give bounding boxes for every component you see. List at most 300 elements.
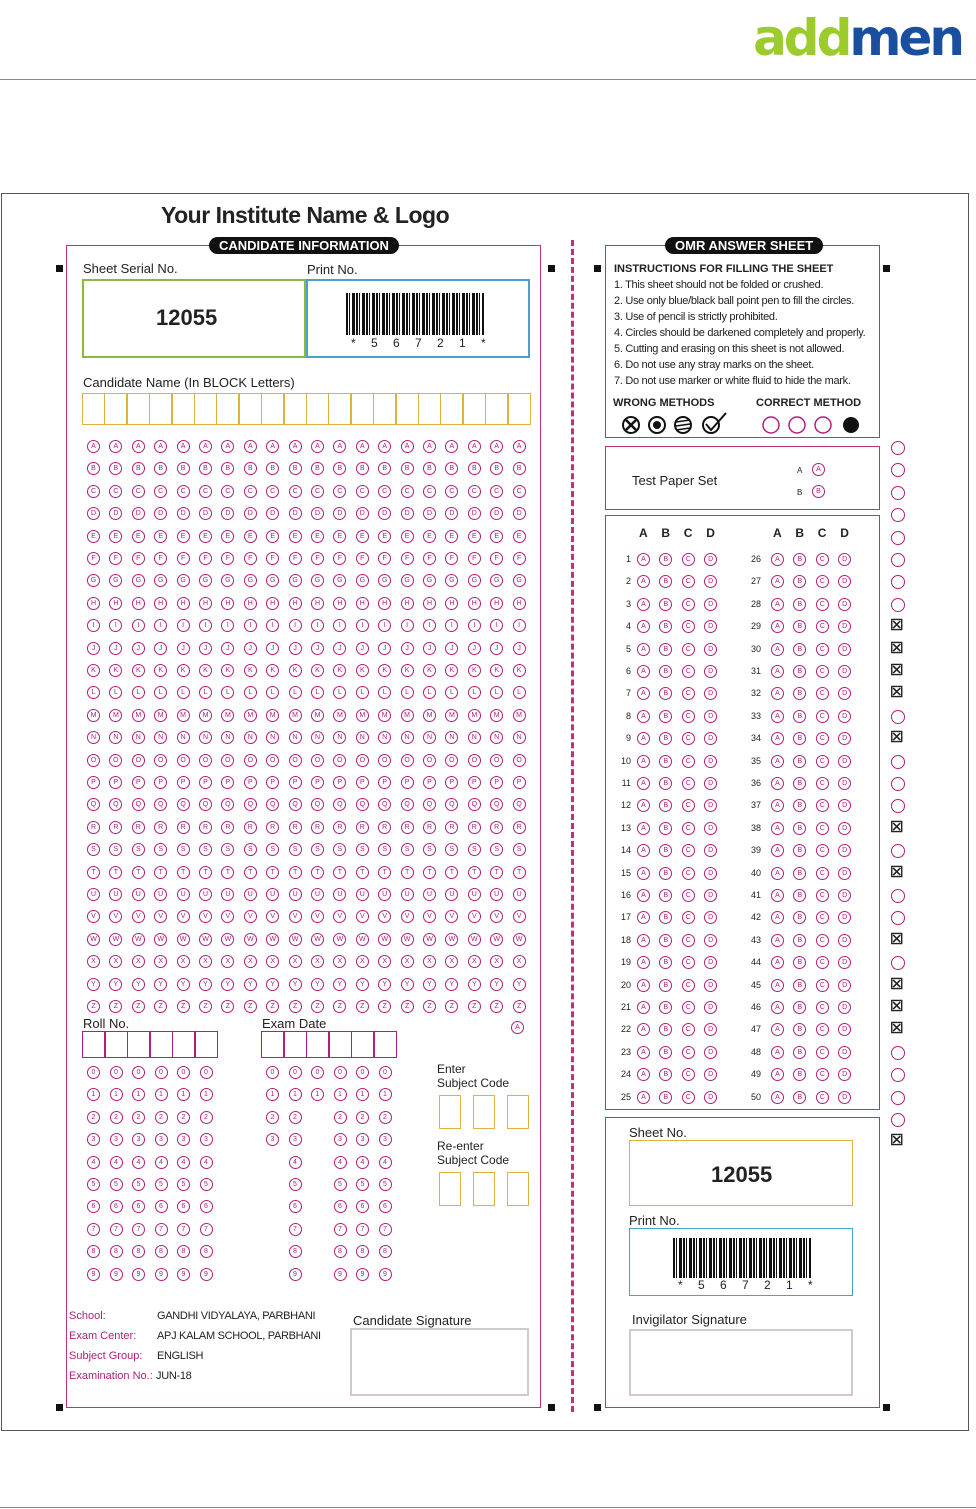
name-letter-bubble[interactable]: V: [333, 910, 346, 923]
name-letter-bubble[interactable]: W: [356, 933, 369, 946]
name-letter-bubble[interactable]: G: [401, 574, 414, 587]
name-letter-bubble[interactable]: P: [289, 776, 302, 789]
name-letter-bubble[interactable]: S: [109, 843, 122, 856]
name-letter-bubble[interactable]: S: [154, 843, 167, 856]
name-letter-bubble[interactable]: R: [333, 821, 346, 834]
name-letter-bubble[interactable]: K: [221, 664, 234, 677]
answer-bubble[interactable]: C: [816, 911, 829, 924]
name-letter-bubble[interactable]: W: [266, 933, 279, 946]
name-letter-bubble[interactable]: Y: [513, 978, 526, 991]
answer-bubble[interactable]: B: [659, 777, 672, 790]
name-letter-bubble[interactable]: Z: [356, 1000, 369, 1013]
answer-bubble[interactable]: B: [659, 911, 672, 924]
name-letter-bubble[interactable]: F: [87, 552, 100, 565]
name-letter-bubble[interactable]: S: [513, 843, 526, 856]
name-letter-bubble[interactable]: V: [154, 910, 167, 923]
answer-bubble[interactable]: C: [816, 889, 829, 902]
answer-bubble[interactable]: A: [637, 710, 650, 723]
name-letter-bubble[interactable]: K: [378, 664, 391, 677]
name-letter-bubble[interactable]: R: [109, 821, 122, 834]
name-letter-bubble[interactable]: R: [513, 821, 526, 834]
name-letter-bubble[interactable]: J: [445, 642, 458, 655]
name-letter-bubble[interactable]: H: [490, 597, 503, 610]
roll-digit-bubble[interactable]: 6: [110, 1200, 123, 1213]
name-letter-bubble[interactable]: W: [221, 933, 234, 946]
name-letter-bubble[interactable]: L: [490, 686, 503, 699]
name-letter-bubble[interactable]: F: [445, 552, 458, 565]
exam-date-bubble[interactable]: 7: [289, 1223, 302, 1236]
name-letter-bubble[interactable]: I: [513, 619, 526, 632]
name-letter-bubble[interactable]: T: [333, 866, 346, 879]
name-letter-bubble[interactable]: B: [311, 462, 324, 475]
name-letter-bubble[interactable]: W: [244, 933, 257, 946]
name-letter-bubble[interactable]: J: [333, 642, 346, 655]
answer-bubble[interactable]: B: [793, 665, 806, 678]
answer-bubble[interactable]: B: [659, 1091, 672, 1104]
name-letter-box[interactable]: [127, 393, 150, 425]
name-letter-bubble[interactable]: I: [333, 619, 346, 632]
name-letter-bubble[interactable]: B: [423, 462, 436, 475]
name-letter-bubble[interactable]: T: [289, 866, 302, 879]
answer-bubble[interactable]: A: [771, 934, 784, 947]
name-letter-bubble[interactable]: E: [401, 530, 414, 543]
name-letter-bubble[interactable]: H: [244, 597, 257, 610]
name-letter-bubble[interactable]: M: [154, 709, 167, 722]
name-letter-bubble[interactable]: M: [266, 709, 279, 722]
name-letter-box[interactable]: [508, 393, 531, 425]
name-letter-bubble[interactable]: V: [132, 910, 145, 923]
answer-bubble[interactable]: B: [659, 575, 672, 588]
name-letter-bubble[interactable]: R: [221, 821, 234, 834]
name-letter-bubble[interactable]: U: [177, 888, 190, 901]
name-letter-bubble[interactable]: Y: [423, 978, 436, 991]
answer-bubble[interactable]: B: [659, 822, 672, 835]
name-letter-bubble[interactable]: U: [445, 888, 458, 901]
answer-bubble[interactable]: B: [659, 710, 672, 723]
name-letter-bubble[interactable]: Q: [154, 798, 167, 811]
name-letter-bubble[interactable]: C: [333, 485, 346, 498]
answer-bubble[interactable]: D: [704, 620, 717, 633]
answer-bubble[interactable]: B: [793, 687, 806, 700]
exam-date-bubble[interactable]: 2: [334, 1111, 347, 1124]
name-letter-bubble[interactable]: Z: [401, 1000, 414, 1013]
answer-bubble[interactable]: D: [838, 777, 851, 790]
name-letter-bubble[interactable]: X: [109, 955, 122, 968]
answer-bubble[interactable]: C: [682, 643, 695, 656]
roll-digit-bubble[interactable]: 4: [87, 1156, 100, 1169]
name-letter-bubble[interactable]: C: [513, 485, 526, 498]
roll-digit-bubble[interactable]: 4: [110, 1156, 123, 1169]
name-letter-bubble[interactable]: K: [177, 664, 190, 677]
answer-bubble[interactable]: B: [793, 643, 806, 656]
name-letter-bubble[interactable]: H: [513, 597, 526, 610]
answer-bubble[interactable]: B: [659, 956, 672, 969]
name-letter-box[interactable]: [440, 393, 463, 425]
answer-bubble[interactable]: A: [771, 575, 784, 588]
name-letter-bubble[interactable]: B: [468, 462, 481, 475]
name-letter-bubble[interactable]: Y: [221, 978, 234, 991]
name-letter-bubble[interactable]: W: [132, 933, 145, 946]
answer-bubble[interactable]: A: [771, 777, 784, 790]
answer-bubble[interactable]: B: [793, 1091, 806, 1104]
answer-bubble[interactable]: D: [704, 799, 717, 812]
name-letter-bubble[interactable]: W: [311, 933, 324, 946]
answer-bubble[interactable]: A: [771, 822, 784, 835]
name-letter-bubble[interactable]: I: [154, 619, 167, 632]
name-letter-bubble[interactable]: K: [266, 664, 279, 677]
name-letter-bubble[interactable]: W: [445, 933, 458, 946]
name-letter-bubble[interactable]: Z: [221, 1000, 234, 1013]
name-letter-box[interactable]: [104, 393, 127, 425]
name-letter-bubble[interactable]: K: [132, 664, 145, 677]
name-letter-bubble[interactable]: L: [244, 686, 257, 699]
name-letter-bubble[interactable]: M: [87, 709, 100, 722]
exam-date-bubble[interactable]: 8: [334, 1245, 347, 1258]
answer-bubble[interactable]: B: [793, 620, 806, 633]
name-letter-bubble[interactable]: U: [423, 888, 436, 901]
roll-digit-bubble[interactable]: 8: [177, 1245, 190, 1258]
answer-bubble[interactable]: D: [838, 956, 851, 969]
name-letter-bubble[interactable]: A: [401, 440, 414, 453]
name-letter-bubble[interactable]: Q: [177, 798, 190, 811]
name-letter-bubble[interactable]: Q: [132, 798, 145, 811]
answer-bubble[interactable]: C: [682, 1023, 695, 1036]
answer-bubble[interactable]: C: [682, 598, 695, 611]
answer-bubble[interactable]: A: [637, 620, 650, 633]
exam-date-bubble[interactable]: 6: [379, 1200, 392, 1213]
name-letter-bubble[interactable]: K: [154, 664, 167, 677]
name-letter-bubble[interactable]: B: [378, 462, 391, 475]
roll-digit-bubble[interactable]: 0: [177, 1066, 190, 1079]
answer-bubble[interactable]: A: [637, 665, 650, 678]
subject-code-reenter-box[interactable]: [507, 1172, 529, 1206]
name-letter-bubble[interactable]: N: [311, 731, 324, 744]
roll-digit-box[interactable]: [127, 1031, 150, 1058]
exam-date-bubble[interactable]: 3: [289, 1133, 302, 1146]
roll-digit-bubble[interactable]: 4: [200, 1156, 213, 1169]
answer-bubble[interactable]: A: [637, 755, 650, 768]
name-letter-box[interactable]: [194, 393, 217, 425]
name-letter-bubble[interactable]: H: [132, 597, 145, 610]
name-letter-bubble[interactable]: N: [244, 731, 257, 744]
name-letter-bubble[interactable]: H: [154, 597, 167, 610]
roll-digit-bubble[interactable]: 5: [177, 1178, 190, 1191]
name-letter-bubble[interactable]: B: [266, 462, 279, 475]
exam-date-box[interactable]: [306, 1031, 329, 1058]
answer-bubble[interactable]: B: [793, 956, 806, 969]
exam-date-bubble[interactable]: 1: [334, 1088, 347, 1101]
answer-bubble[interactable]: C: [816, 643, 829, 656]
roll-digit-bubble[interactable]: 7: [87, 1223, 100, 1236]
roll-digit-bubble[interactable]: 7: [200, 1223, 213, 1236]
name-letter-bubble[interactable]: S: [468, 843, 481, 856]
name-letter-bubble[interactable]: O: [356, 754, 369, 767]
name-letter-bubble[interactable]: T: [311, 866, 324, 879]
name-letter-bubble[interactable]: Y: [244, 978, 257, 991]
name-letter-bubble[interactable]: K: [513, 664, 526, 677]
name-letter-bubble[interactable]: G: [266, 574, 279, 587]
name-letter-bubble[interactable]: G: [87, 574, 100, 587]
answer-bubble[interactable]: C: [682, 934, 695, 947]
name-letter-bubble[interactable]: O: [154, 754, 167, 767]
answer-bubble[interactable]: D: [704, 732, 717, 745]
name-letter-bubble[interactable]: V: [177, 910, 190, 923]
name-letter-bubble[interactable]: F: [244, 552, 257, 565]
answer-bubble[interactable]: A: [771, 643, 784, 656]
name-letter-bubble[interactable]: X: [289, 955, 302, 968]
name-letter-bubble[interactable]: N: [423, 731, 436, 744]
name-letter-bubble[interactable]: L: [289, 686, 302, 699]
name-letter-bubble[interactable]: G: [356, 574, 369, 587]
name-letter-bubble[interactable]: B: [401, 462, 414, 475]
name-letter-bubble[interactable]: K: [423, 664, 436, 677]
name-letter-bubble[interactable]: Y: [177, 978, 190, 991]
name-letter-bubble[interactable]: T: [154, 866, 167, 879]
answer-bubble[interactable]: B: [793, 575, 806, 588]
answer-bubble[interactable]: B: [793, 1001, 806, 1014]
name-letter-bubble[interactable]: A: [177, 440, 190, 453]
name-letter-bubble[interactable]: D: [177, 507, 190, 520]
name-letter-bubble[interactable]: U: [333, 888, 346, 901]
exam-date-bubble[interactable]: 2: [356, 1111, 369, 1124]
answer-bubble[interactable]: C: [682, 553, 695, 566]
name-letter-bubble[interactable]: N: [87, 731, 100, 744]
set-b-bubble[interactable]: B: [812, 485, 825, 498]
name-letter-bubble[interactable]: S: [490, 843, 503, 856]
answer-bubble[interactable]: B: [659, 755, 672, 768]
roll-digit-bubble[interactable]: 6: [87, 1200, 100, 1213]
roll-digit-bubble[interactable]: 7: [132, 1223, 145, 1236]
name-letter-bubble[interactable]: J: [132, 642, 145, 655]
answer-bubble[interactable]: D: [704, 1068, 717, 1081]
name-letter-bubble[interactable]: J: [401, 642, 414, 655]
name-letter-bubble[interactable]: G: [289, 574, 302, 587]
answer-bubble[interactable]: D: [838, 1001, 851, 1014]
answer-bubble[interactable]: A: [637, 575, 650, 588]
name-letter-bubble[interactable]: U: [244, 888, 257, 901]
name-letter-bubble[interactable]: P: [132, 776, 145, 789]
name-letter-bubble[interactable]: S: [266, 843, 279, 856]
name-letter-bubble[interactable]: B: [490, 462, 503, 475]
name-letter-bubble[interactable]: E: [221, 530, 234, 543]
name-letter-bubble[interactable]: V: [468, 910, 481, 923]
roll-digit-bubble[interactable]: 5: [155, 1178, 168, 1191]
name-letter-bubble[interactable]: N: [132, 731, 145, 744]
answer-bubble[interactable]: B: [659, 732, 672, 745]
name-letter-bubble[interactable]: V: [311, 910, 324, 923]
answer-bubble[interactable]: D: [704, 911, 717, 924]
name-letter-bubble[interactable]: F: [311, 552, 324, 565]
name-letter-bubble[interactable]: J: [311, 642, 324, 655]
name-letter-bubble[interactable]: T: [401, 866, 414, 879]
name-letter-bubble[interactable]: D: [378, 507, 391, 520]
exam-date-bubble[interactable]: 1: [311, 1088, 324, 1101]
name-letter-bubble[interactable]: Y: [154, 978, 167, 991]
name-letter-bubble[interactable]: S: [311, 843, 324, 856]
name-letter-bubble[interactable]: Z: [333, 1000, 346, 1013]
answer-bubble[interactable]: C: [816, 1068, 829, 1081]
name-letter-bubble[interactable]: P: [401, 776, 414, 789]
name-letter-bubble[interactable]: C: [378, 485, 391, 498]
name-letter-bubble[interactable]: B: [132, 462, 145, 475]
exam-date-bubble[interactable]: 6: [289, 1200, 302, 1213]
name-letter-bubble[interactable]: U: [513, 888, 526, 901]
answer-bubble[interactable]: B: [659, 553, 672, 566]
name-letter-bubble[interactable]: U: [468, 888, 481, 901]
name-letter-bubble[interactable]: V: [490, 910, 503, 923]
roll-digit-bubble[interactable]: 6: [155, 1200, 168, 1213]
answer-bubble[interactable]: D: [704, 643, 717, 656]
roll-digit-bubble[interactable]: 4: [155, 1156, 168, 1169]
answer-bubble[interactable]: D: [838, 979, 851, 992]
answer-bubble[interactable]: A: [637, 1068, 650, 1081]
answer-bubble[interactable]: A: [771, 1068, 784, 1081]
answer-bubble[interactable]: B: [793, 777, 806, 790]
answer-bubble[interactable]: D: [838, 911, 851, 924]
name-letter-bubble[interactable]: N: [468, 731, 481, 744]
name-letter-bubble[interactable]: N: [445, 731, 458, 744]
name-letter-bubble[interactable]: C: [154, 485, 167, 498]
name-letter-box[interactable]: [172, 393, 195, 425]
name-letter-bubble[interactable]: Z: [490, 1000, 503, 1013]
name-letter-bubble[interactable]: Q: [199, 798, 212, 811]
answer-bubble[interactable]: B: [793, 822, 806, 835]
roll-digit-bubble[interactable]: 8: [132, 1245, 145, 1258]
name-letter-bubble[interactable]: O: [378, 754, 391, 767]
roll-digit-bubble[interactable]: 5: [110, 1178, 123, 1191]
answer-bubble[interactable]: A: [771, 911, 784, 924]
name-letter-bubble[interactable]: B: [154, 462, 167, 475]
name-letter-bubble[interactable]: A: [87, 440, 100, 453]
answer-bubble[interactable]: B: [659, 598, 672, 611]
set-a-bubble[interactable]: A: [812, 463, 825, 476]
name-letter-bubble[interactable]: G: [468, 574, 481, 587]
answer-bubble[interactable]: C: [682, 710, 695, 723]
answer-bubble[interactable]: B: [793, 1023, 806, 1036]
roll-digit-bubble[interactable]: 1: [87, 1088, 100, 1101]
roll-digit-bubble[interactable]: 9: [200, 1268, 213, 1281]
name-letter-bubble[interactable]: P: [490, 776, 503, 789]
name-letter-bubble[interactable]: C: [289, 485, 302, 498]
name-letter-bubble[interactable]: D: [87, 507, 100, 520]
answer-bubble[interactable]: C: [682, 620, 695, 633]
name-letter-bubble[interactable]: K: [289, 664, 302, 677]
name-letter-bubble[interactable]: Z: [132, 1000, 145, 1013]
name-letter-bubble[interactable]: Y: [333, 978, 346, 991]
answer-bubble[interactable]: D: [838, 553, 851, 566]
name-letter-bubble[interactable]: C: [177, 485, 190, 498]
name-letter-bubble[interactable]: R: [177, 821, 190, 834]
name-letter-bubble[interactable]: Y: [199, 978, 212, 991]
answer-bubble[interactable]: D: [704, 1001, 717, 1014]
name-letter-bubble[interactable]: B: [513, 462, 526, 475]
roll-digit-bubble[interactable]: 7: [110, 1223, 123, 1236]
answer-bubble[interactable]: C: [816, 687, 829, 700]
name-letter-bubble[interactable]: F: [513, 552, 526, 565]
name-letter-bubble[interactable]: O: [244, 754, 257, 767]
roll-digit-bubble[interactable]: 9: [87, 1268, 100, 1281]
answer-bubble[interactable]: A: [771, 732, 784, 745]
name-letter-bubble[interactable]: S: [333, 843, 346, 856]
name-letter-bubble[interactable]: G: [244, 574, 257, 587]
name-letter-bubble[interactable]: S: [289, 843, 302, 856]
name-letter-bubble[interactable]: U: [401, 888, 414, 901]
name-letter-bubble[interactable]: C: [132, 485, 145, 498]
name-letter-bubble[interactable]: V: [199, 910, 212, 923]
name-letter-bubble[interactable]: J: [221, 642, 234, 655]
name-letter-bubble[interactable]: G: [490, 574, 503, 587]
name-letter-bubble[interactable]: E: [311, 530, 324, 543]
name-letter-bubble[interactable]: B: [109, 462, 122, 475]
answer-bubble[interactable]: A: [771, 956, 784, 969]
answer-bubble[interactable]: A: [771, 1046, 784, 1059]
name-letter-bubble[interactable]: J: [289, 642, 302, 655]
exam-date-bubble[interactable]: 9: [334, 1268, 347, 1281]
name-letter-box[interactable]: [396, 393, 419, 425]
exam-date-bubble[interactable]: 9: [289, 1268, 302, 1281]
name-letter-bubble[interactable]: F: [401, 552, 414, 565]
name-letter-bubble[interactable]: H: [401, 597, 414, 610]
name-letter-bubble[interactable]: S: [87, 843, 100, 856]
name-letter-bubble[interactable]: H: [87, 597, 100, 610]
answer-bubble[interactable]: C: [682, 665, 695, 678]
answer-bubble[interactable]: D: [704, 889, 717, 902]
answer-bubble[interactable]: A: [771, 1023, 784, 1036]
name-letter-bubble[interactable]: U: [378, 888, 391, 901]
name-letter-bubble[interactable]: A: [468, 440, 481, 453]
exam-date-bubble[interactable]: 4: [356, 1156, 369, 1169]
name-letter-bubble[interactable]: Q: [109, 798, 122, 811]
answer-bubble[interactable]: C: [682, 979, 695, 992]
name-letter-bubble[interactable]: L: [221, 686, 234, 699]
roll-digit-box[interactable]: [82, 1031, 105, 1058]
name-letter-bubble[interactable]: B: [177, 462, 190, 475]
name-letter-bubble[interactable]: Z: [423, 1000, 436, 1013]
name-letter-bubble[interactable]: W: [177, 933, 190, 946]
name-letter-bubble[interactable]: X: [266, 955, 279, 968]
answer-bubble[interactable]: A: [771, 687, 784, 700]
name-letter-bubble[interactable]: U: [311, 888, 324, 901]
name-letter-bubble[interactable]: A: [244, 440, 257, 453]
exam-date-bubble[interactable]: 1: [379, 1088, 392, 1101]
name-letter-bubble[interactable]: C: [266, 485, 279, 498]
subject-code-box[interactable]: [473, 1095, 495, 1129]
name-letter-bubble[interactable]: Q: [244, 798, 257, 811]
name-letter-bubble[interactable]: I: [199, 619, 212, 632]
roll-digit-bubble[interactable]: 1: [132, 1088, 145, 1101]
name-letter-bubble[interactable]: G: [445, 574, 458, 587]
name-letter-bubble[interactable]: I: [401, 619, 414, 632]
exam-date-bubble[interactable]: 0: [356, 1066, 369, 1079]
name-letter-bubble[interactable]: W: [333, 933, 346, 946]
answer-bubble[interactable]: B: [793, 799, 806, 812]
name-letter-bubble[interactable]: Z: [87, 1000, 100, 1013]
name-letter-bubble[interactable]: D: [109, 507, 122, 520]
exam-date-bubble[interactable]: 1: [289, 1088, 302, 1101]
name-letter-bubble[interactable]: F: [333, 552, 346, 565]
name-letter-bubble[interactable]: T: [266, 866, 279, 879]
answer-bubble[interactable]: D: [704, 822, 717, 835]
name-letter-bubble[interactable]: R: [490, 821, 503, 834]
name-letter-box[interactable]: [418, 393, 441, 425]
exam-date-box[interactable]: [284, 1031, 307, 1058]
answer-bubble[interactable]: C: [816, 1091, 829, 1104]
name-letter-bubble[interactable]: G: [199, 574, 212, 587]
roll-digit-box[interactable]: [195, 1031, 218, 1058]
name-letter-bubble[interactable]: D: [423, 507, 436, 520]
answer-bubble[interactable]: A: [637, 1001, 650, 1014]
name-letter-box[interactable]: [373, 393, 396, 425]
